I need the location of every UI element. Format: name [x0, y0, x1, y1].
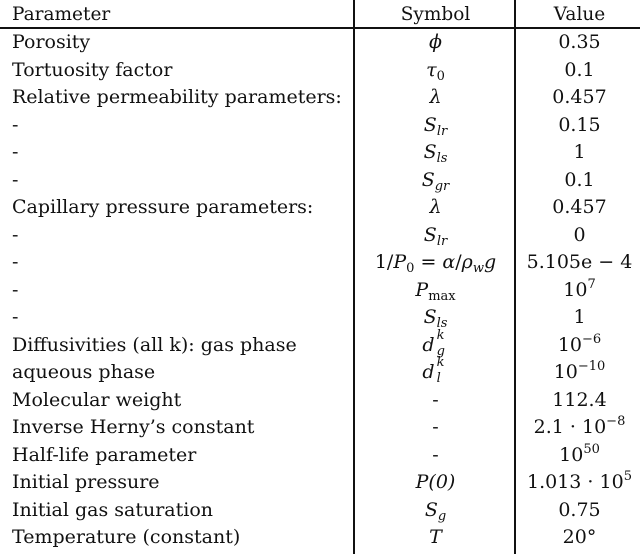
symbol-cell [357, 277, 514, 305]
symbol-subscript: lr [436, 233, 448, 249]
parameter-cell: - [12, 251, 19, 273]
symbol-cell: - [432, 416, 439, 438]
table-row [0, 167, 640, 195]
symbol-cell: - [432, 388, 439, 411]
value-cell: 5.105e − 4 [526, 251, 633, 273]
value-cell: 0 [573, 223, 586, 246]
parameter-cell: - [12, 223, 19, 246]
symbol-subscript: ls [436, 151, 448, 166]
value-cell: $10^7$ [563, 276, 596, 301]
parameter-cell: Inverse Herny’s constant [12, 416, 255, 438]
table-row [0, 469, 640, 497]
value-cell: $1.013 \cdot 10^5$ [527, 469, 632, 493]
value-cell: 1 [573, 306, 586, 328]
parameter-cell: Diffusivities (all k): gas phase [12, 333, 297, 356]
symbol-subscript: 0 [436, 68, 445, 84]
table-row [0, 327, 640, 360]
parameter-cell: - [12, 278, 19, 301]
value-cell: 1 [573, 141, 586, 163]
value-cell: 112.4 [552, 388, 607, 411]
symbol-subscript: lr [436, 123, 448, 139]
symbol-subscript: g [436, 343, 445, 359]
value-cell: 0.35 [558, 31, 601, 53]
parameter-cell: - [12, 141, 19, 163]
symbol-base: S [423, 141, 437, 163]
symbol-base: S [423, 306, 437, 328]
symbol-cell [357, 497, 514, 525]
table-row [0, 222, 640, 250]
table-row [0, 442, 640, 470]
parameter-cell: aqueous phase [12, 361, 156, 383]
table-row [0, 414, 640, 442]
value-cell: $2.1 \cdot 10^{-8}$ [533, 414, 626, 438]
table-row [0, 304, 640, 332]
symbol-base: P [415, 278, 429, 301]
symbol-base: S [424, 498, 438, 521]
parameter-cell: Capillary pressure parameters: [12, 196, 314, 218]
value-cell: 0.1 [564, 168, 595, 191]
symbol-subscript: ls [436, 316, 448, 331]
header-symbol: Symbol [400, 4, 471, 25]
symbol-cell [357, 304, 514, 332]
symbol-superscript: k [436, 355, 445, 370]
symbol-cell [357, 139, 514, 167]
symbol-cell [357, 167, 514, 195]
table-row [0, 249, 640, 277]
parameter-cell: Initial gas saturation [12, 498, 214, 521]
table-row [0, 524, 640, 552]
symbol-subscript: max [428, 288, 456, 304]
parameter-cell: Porosity [12, 31, 91, 53]
symbol-cell: λ [429, 196, 442, 218]
header-parameter: Parameter [12, 4, 111, 25]
symbol-base: S [421, 168, 435, 191]
symbol-superscript: k [436, 327, 445, 343]
symbol-base: τ [426, 58, 437, 81]
symbol-scripts [435, 355, 449, 387]
parameter-cell: Tortuosity factor [12, 58, 173, 81]
parameter-cell: Half-life parameter [12, 443, 197, 466]
symbol-subscript: l [436, 371, 441, 386]
symbol-base: d [422, 361, 435, 383]
parameter-cell: - [12, 113, 19, 136]
symbol-subscript: gr [434, 178, 450, 194]
symbol-cell [357, 327, 514, 360]
parameter-cell: Relative permeability parameters: [12, 86, 342, 108]
table-row [0, 29, 640, 57]
table-row [0, 194, 640, 222]
parameter-cell: Molecular weight [12, 388, 182, 411]
value-cell: $10^{-6}$ [557, 331, 602, 356]
symbol-base: S [423, 113, 437, 136]
table-row [0, 497, 640, 525]
table-row [0, 277, 640, 305]
parameter-cell: - [12, 306, 19, 328]
table-row [0, 139, 640, 167]
table-row [0, 84, 640, 112]
symbol-cell [357, 112, 514, 140]
value-cell: $10^{-10}$ [553, 359, 606, 383]
parameter-cell: Initial pressure [12, 471, 160, 493]
parameter-cell: Temperature (constant) [12, 526, 241, 548]
symbol-cell: $1/P_0 = \alpha/\rho_wg$ [374, 251, 497, 276]
value-cell: 0.1 [564, 58, 595, 81]
parameter-cell: - [12, 168, 19, 191]
value-cell: 0.75 [558, 498, 601, 521]
symbol-cell: T [429, 526, 442, 548]
symbol-cell [357, 355, 514, 387]
header-value: Value [553, 4, 606, 25]
table-row [0, 355, 640, 387]
symbol-base: S [423, 223, 437, 246]
table-row [0, 57, 640, 85]
table-row [0, 112, 640, 140]
symbol-cell [357, 57, 514, 85]
symbol-subscript: g [437, 508, 447, 524]
table-row [0, 387, 640, 415]
value-cell: 0.457 [552, 196, 607, 218]
symbol-cell: P(0) [415, 471, 456, 493]
value-cell: 0.457 [552, 86, 607, 108]
symbol-cell: ϕ [429, 31, 442, 53]
symbol-cell: - [432, 443, 439, 466]
value-cell: $10^{50}$ [559, 441, 600, 466]
value-cell: 0.15 [558, 113, 601, 136]
symbol-cell [357, 222, 514, 250]
header-row [0, 1, 640, 29]
symbol-base: d [422, 333, 435, 356]
symbol-cell: λ [429, 86, 442, 108]
value-cell: 20° [562, 526, 597, 548]
